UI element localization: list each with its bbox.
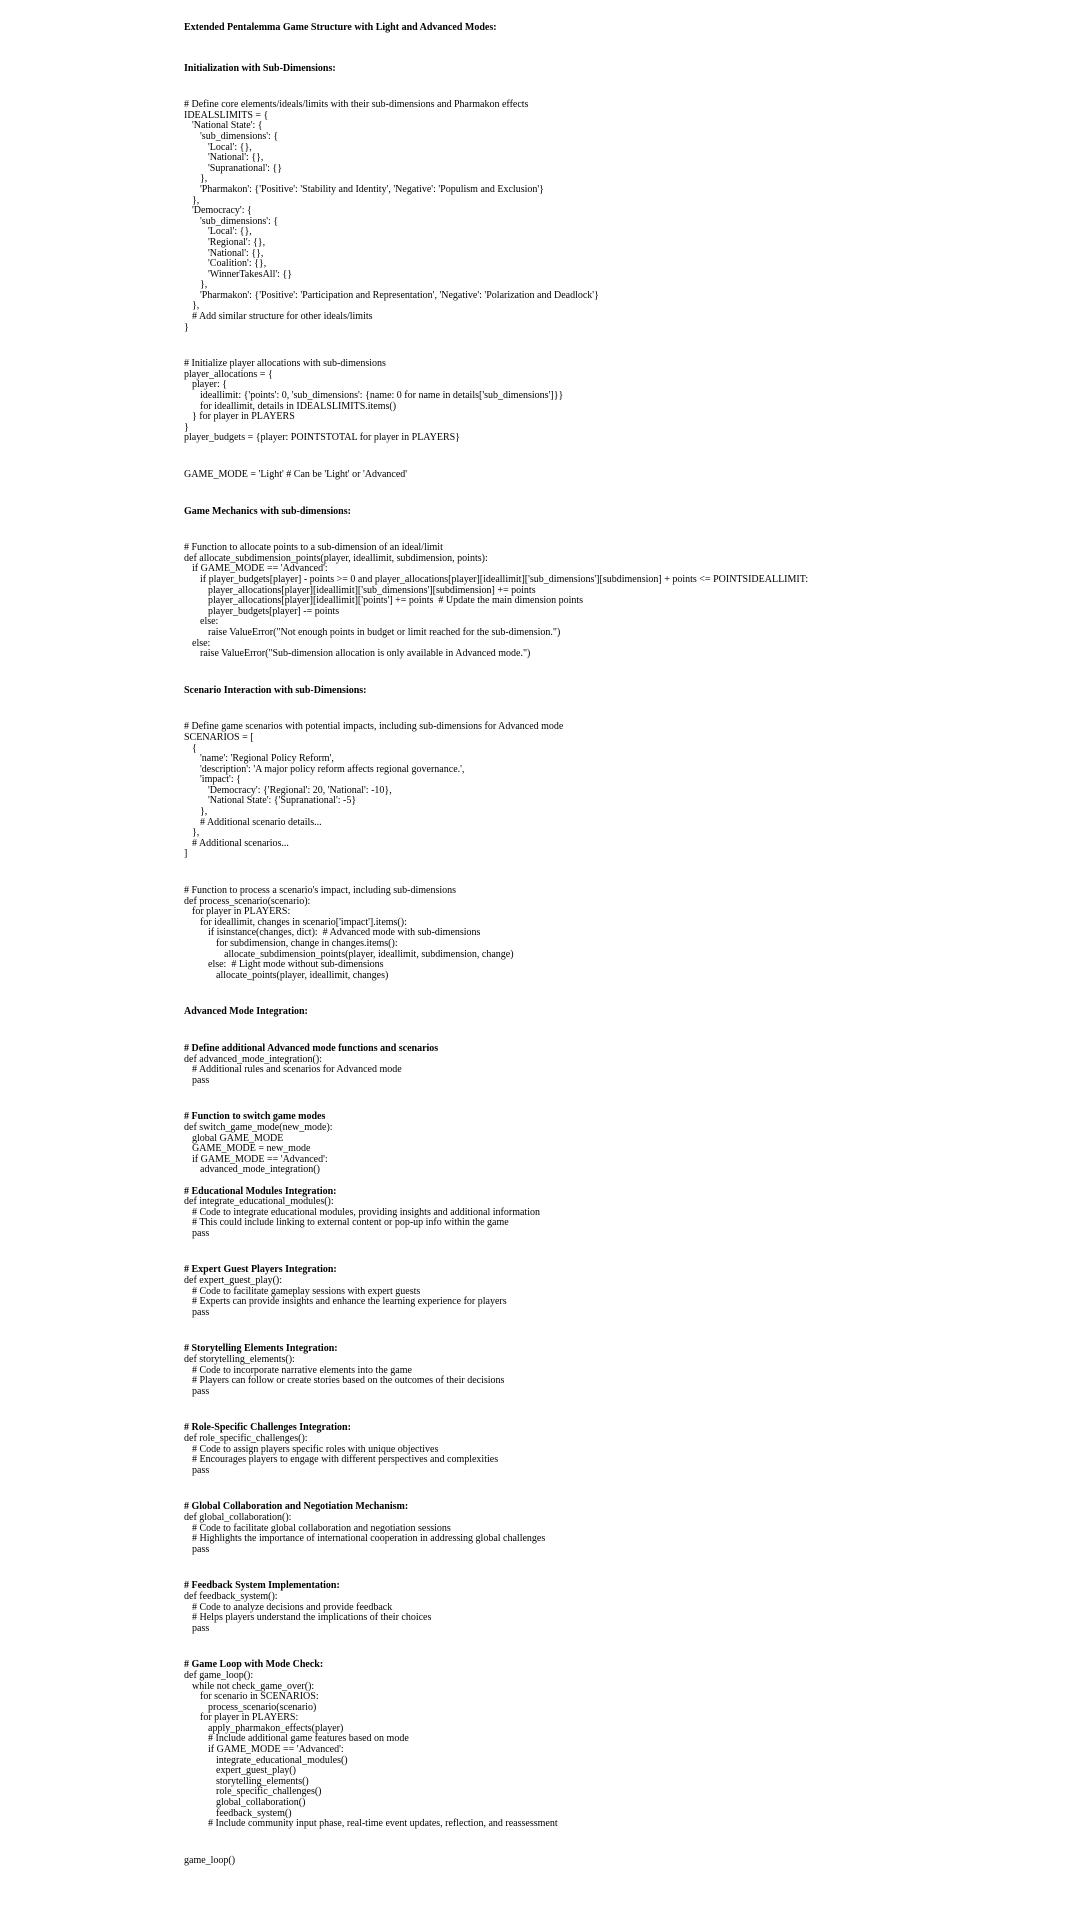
code-comment-heading: # Educational Modules Integration: [184, 1185, 337, 1197]
document-page [184, 23, 1064, 1892]
code-line: feedback_system() [216, 1807, 292, 1819]
code-line: }, [192, 194, 200, 206]
code-line: else: [200, 616, 219, 628]
code-line: GAME_MODE = 'Light' # Can be 'Light' or 'Advanced' [184, 469, 408, 480]
code-line: # Include additional game features based on mode [208, 1733, 409, 1745]
code-line: ] [184, 848, 188, 860]
code-line: ideallimit: {'points': 0, 'sub_dimensions': {name: 0 for name in details['sub_dimensions']}} [200, 390, 564, 402]
code-line: 'Supranational': {} [208, 162, 283, 174]
code-block [184, 359, 1064, 444]
code-line: # Code to facilitate gameplay sessions with expert guests [192, 1285, 421, 1297]
code-comment-heading: # Function to switch game modes [184, 1111, 326, 1123]
code-line: else: [192, 637, 211, 649]
code-line: 'National': {}, [208, 247, 264, 259]
code-line: player_budgets[player] -= points [208, 605, 340, 617]
code-line: def advanced_mode_integration(): [184, 1053, 322, 1065]
code-line: }, [192, 827, 200, 839]
code-line: player_allocations = { [184, 368, 273, 380]
code-line: 'Regional': {}, [208, 236, 266, 248]
code-line: def feedback_system(): [184, 1590, 278, 1602]
code-line: integrate_educational_modules() [216, 1754, 348, 1766]
code-comment-heading: # Game Loop with Mode Check: [184, 1659, 324, 1671]
code-line: def switch_game_mode(new_mode): [184, 1121, 333, 1133]
code-line: 'sub_dimensions': { [200, 215, 279, 227]
code-line: pass [192, 1464, 210, 1476]
code-line: player: { [192, 379, 228, 391]
code-line: if player_budgets[player] - points >= 0 and player_allocations[player][ideallimit]['sub_dimensions'][subdimension] + points <= POINTSIDEALLIMIT: [200, 573, 809, 585]
section-heading: Advanced Mode Integration: [184, 1006, 308, 1018]
code-block [184, 543, 1064, 660]
code-line: } for player in PLAYERS [192, 411, 295, 423]
code-line: if GAME_MODE == 'Advanced': [208, 1744, 344, 1756]
code-block [184, 1856, 1064, 1867]
code-line: def role_specific_challenges(): [184, 1433, 308, 1444]
code-line: if isinstance(changes, dict): # Advanced mode with sub-dimensions [208, 927, 481, 939]
code-line: # Add similar structure for other ideals/limits [192, 311, 373, 323]
code-line: 'name': 'Regional Policy Reform', [200, 753, 334, 765]
code-line: # Highlights the importance of international cooperation in addressing global challenges [192, 1533, 546, 1545]
code-line: # Helps players understand the implications of their choices [192, 1612, 432, 1624]
code-line: allocate_subdimension_points(player, ideallimit, subdimension, change) [224, 948, 514, 960]
code-line: for ideallimit, changes in scenario['impact'].items(): [200, 916, 407, 928]
code-line: { [192, 742, 197, 754]
code-line: expert_guest_play() [216, 1765, 296, 1777]
code-line: 'Pharmakon': {'Positive': 'Stability and Identity', 'Negative': 'Populism and Exclusion'} [200, 183, 544, 195]
code-line: def allocate_subdimension_points(player, ideallimit, subdimension, points): [184, 552, 488, 564]
code-block [184, 1581, 1064, 1634]
code-line: for scenario in SCENARIOS: [200, 1691, 319, 1703]
code-line: pass [192, 1074, 210, 1086]
code-line: game_loop() [184, 1854, 236, 1866]
code-block [184, 886, 1064, 981]
code-line: 'National': {}, [208, 152, 264, 164]
code-line: # Define game scenarios with potential impacts, including sub-dimensions for Advanced mode [184, 721, 564, 733]
code-line: for player in PLAYERS: [200, 1712, 299, 1724]
code-line: # Define core elements/ideals/limits with their sub-dimensions and Pharmakon effects [184, 99, 529, 111]
code-line: # Function to allocate points to a sub-dimension of an ideal/limit [184, 542, 443, 554]
code-line: def storytelling_elements(): [184, 1354, 295, 1366]
code-line: player_allocations[player][ideallimit]['points'] += points # Update the main dimension points [208, 595, 584, 607]
code-line: 'sub_dimensions': { [200, 130, 279, 142]
code-line: pass [192, 1227, 210, 1239]
code-line: # Code to analyze decisions and provide feedback [192, 1601, 393, 1613]
section-heading-block [184, 507, 1064, 518]
code-line: # Function to process a scenario's impact, including sub-dimensions [184, 885, 457, 897]
code-line: } [184, 321, 189, 333]
code-line: pass [192, 1622, 210, 1634]
section-heading-block [184, 1007, 1064, 1018]
code-line: 'WinnerTakesAll': {} [208, 268, 293, 280]
code-line: 'Democracy': { [192, 205, 252, 217]
code-line: # Initialize player allocations with sub-dimensions [184, 358, 386, 370]
section-heading-block [184, 686, 1064, 697]
code-line: else: # Light mode without sub-dimensions [208, 959, 384, 971]
code-line: def global_collaboration(): [184, 1511, 292, 1523]
code-line: role_specific_challenges() [216, 1786, 322, 1798]
code-line: IDEALSLIMITS = { [184, 109, 269, 121]
code-block [184, 1423, 1064, 1476]
code-block [184, 722, 1064, 860]
code-comment-heading: # Feedback System Implementation: [184, 1580, 340, 1592]
code-line: # Encourages players to engage with different perspectives and complexities [192, 1454, 499, 1466]
code-line: def expert_guest_play(): [184, 1275, 283, 1287]
section-heading: Game Mechanics with sub-dimensions: [184, 505, 351, 517]
code-line: 'Democracy': {'Regional': 20, 'National': -10}, [208, 784, 392, 796]
code-line: pass [192, 1385, 210, 1397]
code-line: player_budgets = {player: POINTSTOTAL for player in PLAYERS} [184, 432, 460, 444]
code-line: def process_scenario(scenario): [184, 895, 311, 907]
code-line: raise ValueError("Sub-dimension allocation is only available in Advanced mode.") [200, 648, 531, 660]
code-block [184, 100, 1064, 333]
code-line: for subdimension, change in changes.items(): [216, 938, 398, 949]
code-line: 'impact': { [200, 774, 241, 786]
code-line: for ideallimit, details in IDEALSLIMITS.items() [200, 400, 397, 412]
code-line: # Additional rules and scenarios for Advanced mode [192, 1064, 402, 1076]
code-comment-heading: # Storytelling Elements Integration: [184, 1343, 338, 1355]
code-line: global_collaboration() [216, 1797, 306, 1809]
code-line: 'Coalition': {}, [208, 258, 267, 270]
code-line: if GAME_MODE == 'Advanced': [192, 1153, 328, 1165]
code-line: storytelling_elements() [216, 1775, 309, 1787]
code-line: # Experts can provide insights and enhance the learning experience for players [192, 1296, 507, 1308]
code-line: 'Local': {}, [208, 141, 252, 153]
code-line: # This could include linking to external content or pop-up info within the game [192, 1217, 509, 1229]
code-line: }, [200, 173, 208, 185]
code-line: player_allocations[player][ideallimit]['sub_dimensions'][subdimension] += points [208, 584, 536, 596]
code-line: SCENARIOS = [ [184, 731, 254, 743]
code-line: }, [200, 806, 208, 818]
code-comment-heading: # Expert Guest Players Integration: [184, 1264, 337, 1276]
section-heading: Scenario Interaction with sub-Dimensions: [184, 684, 367, 696]
code-line: # Code to incorporate narrative elements into the game [192, 1364, 412, 1376]
code-line: # Players can follow or create stories based on the outcomes of their decisions [192, 1375, 505, 1387]
document-title: Extended Pentalemma Game Structure with Light and Advanced Modes: [184, 22, 497, 33]
code-comment-heading: # Global Collaboration and Negotiation Mechanism: [184, 1501, 409, 1513]
code-line: # Code to assign players specific roles with unique objectives [192, 1443, 439, 1455]
code-line: allocate_points(player, ideallimit, changes) [216, 969, 389, 981]
code-comment-heading: # Define additional Advanced mode functions and scenarios [184, 1042, 439, 1054]
code-line: process_scenario(scenario) [208, 1701, 317, 1713]
code-line: 'National State': {'Supranational': -5} [208, 795, 357, 807]
code-line: pass [192, 1543, 210, 1555]
code-line: global GAME_MODE [192, 1132, 284, 1144]
code-line: while not check_game_over(): [192, 1680, 315, 1692]
code-line: # Code to integrate educational modules, providing insights and additional information [192, 1206, 540, 1218]
code-line: advanced_mode_integration() [200, 1164, 320, 1176]
code-line: def game_loop(): [184, 1669, 254, 1681]
code-line: if GAME_MODE == 'Advanced': [192, 563, 328, 575]
code-line: # Include community input phase, real-time event updates, reflection, and reassessment [208, 1818, 558, 1830]
code-line [184, 1176, 1064, 1187]
code-line: 'description': 'A major policy reform affects regional governance.', [200, 763, 465, 775]
code-line: }, [200, 279, 208, 291]
code-line: for player in PLAYERS: [192, 906, 291, 918]
code-comment-heading: # Role-Specific Challenges Integration: [184, 1422, 351, 1434]
code-block [184, 1344, 1064, 1397]
code-block [184, 1265, 1064, 1318]
section-heading-block [184, 64, 1064, 75]
section-heading-block [184, 23, 1064, 34]
code-line: raise ValueError("Not enough points in budget or limit reached for the sub-dimension.") [208, 626, 561, 638]
section-heading: Initialization with Sub-Dimensions: [184, 62, 336, 74]
code-line: 'Pharmakon': {'Positive': 'Participation and Representation', 'Negative': 'Polarization and Deadlock'} [200, 289, 599, 301]
code-line: # Additional scenarios... [192, 837, 289, 849]
code-line: 'Local': {}, [208, 226, 252, 238]
code-block [184, 1044, 1064, 1086]
code-line: GAME_MODE = new_mode [192, 1143, 311, 1155]
code-line: def integrate_educational_modules(): [184, 1196, 334, 1208]
code-block [184, 470, 1064, 481]
code-block [184, 1660, 1064, 1830]
code-line: pass [192, 1306, 210, 1318]
code-line: # Code to facilitate global collaboration and negotiation sessions [192, 1522, 451, 1534]
code-block [184, 1502, 1064, 1555]
code-block [184, 1112, 1064, 1239]
code-line: }, [192, 300, 200, 312]
code-line: 'National State': { [192, 120, 263, 132]
code-line: apply_pharmakon_effects(player) [208, 1722, 344, 1734]
code-line: } [184, 421, 189, 433]
code-line: # Additional scenario details... [200, 816, 322, 828]
